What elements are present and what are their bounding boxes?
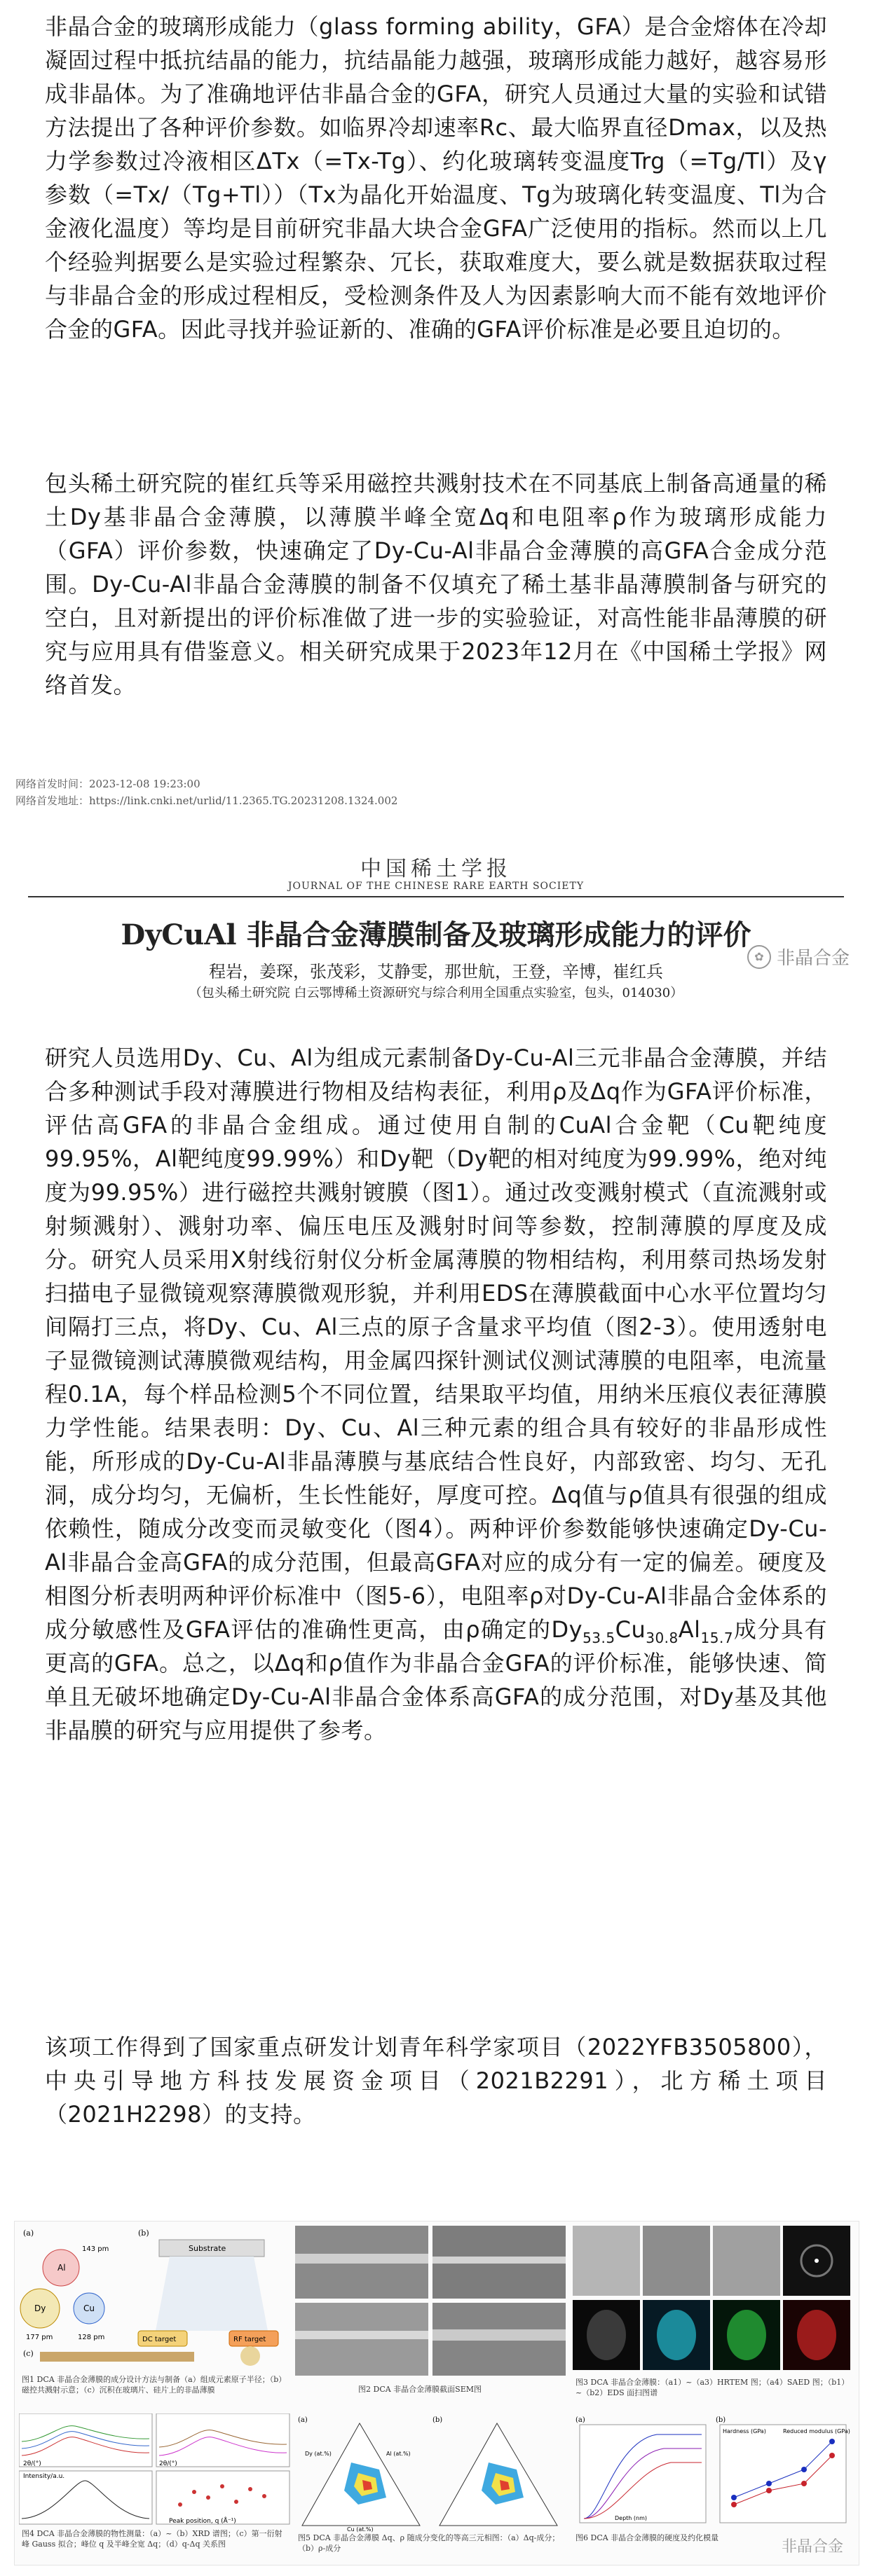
fig4-xlabel-a: 2θ/(°) <box>23 2460 41 2467</box>
fig1-panel-b-label: (b) <box>138 2229 149 2238</box>
formula-dy-sub: 53.5 <box>583 1630 615 1646</box>
fig6-panel-a-label: (a) <box>575 2416 585 2424</box>
fig6-ylabel-hardness: Hardness (GPa) <box>723 2428 766 2434</box>
figure-4-caption: 图4 DCA 非晶合金薄膜的物性测量：（a）~（b）XRD 谱图；（c）第一衍射峰 Gauss 拟合；峰位 q 及半峰全宽 Δq；（d）q-Δq 关系图 <box>22 2529 282 2549</box>
figure-2-caption: 图2 DCA 非晶合金薄膜截面SEM图 <box>358 2385 482 2394</box>
fig4-xlabel-d: Peak position, q (Å⁻¹) <box>169 2518 236 2525</box>
watermark <box>747 944 850 970</box>
atom-cu-label: Cu <box>83 2303 95 2313</box>
journal-name-cn: 中国稀土学报 <box>360 857 512 881</box>
online-first-stamp <box>15 776 506 809</box>
figure-5-ternary <box>295 2413 568 2533</box>
figure-6-plots <box>573 2413 854 2533</box>
fig4-xlabel-b: 2θ/(°) <box>159 2460 177 2467</box>
wafer-sample <box>240 2346 260 2366</box>
rf-target-label: RF target <box>233 2336 266 2343</box>
figure-2-sem-grid <box>295 2226 568 2380</box>
figure-6 <box>573 2413 854 2562</box>
stamp-time-label: 网络首发时间： <box>15 778 90 790</box>
figure-1-diagram <box>19 2226 291 2366</box>
figure-1-caption: 图1 DCA 非晶合金薄膜的成分设计方法与制备（a）组成元素原子半径；（b）磁控共溅射示意；（c）沉积在玻璃片、硅片上的非晶薄膜 <box>22 2375 287 2395</box>
atom-al-label: Al <box>57 2263 66 2273</box>
paper-header-image <box>0 837 872 1023</box>
formula-cu-sub: 30.8 <box>646 1630 679 1646</box>
funding-paragraph: 该项工作得到了国家重点研发计划青年科学家项目（2022YFB3505800），中央引导地方科技发展资金项目（2021B2291），北方稀土项目（2021H2298）的支持。 <box>45 2034 827 2128</box>
intro-paragraph: 非晶合金的玻璃形成能力（glass forming ability，GFA）是合金熔体在冷却凝固过程中抵抗结晶的能力，抗结晶能力越强，玻璃形成能力越好，越容易形成非晶体。为了准确地评估非晶合金的GFA，研究人员通过大量的实验和试错方法提出了各种评价参数。如临界冷却速率Rc、最大临界直径Dmax，以及热力学参数过冷液相区ΔTx（=Tx-Tg）、约化玻璃转变温度Trg（=Tg/Tl）及γ参数（=Tx/（Tg+Tl））（Tx为晶化开始温度、Tg为玻璃化转变温度、Tl为合金液化温度）等均是目前研究非晶大块合金GFA广泛使用的指标。然而以上几个经验判据要么是实验过程繁杂、冗长，获取难度大，要么就是数据获取过程与非晶合金的形成过程相反，受检测条件及人为因素影响大而不能有效地评价合金的GFA。因此寻找并验证新的、准确的GFA评价标准是必要且迫切的。 <box>45 13 827 343</box>
tern-cu-label: Cu (at.%) <box>347 2526 374 2533</box>
formula-al-sub: 15.7 <box>700 1630 734 1646</box>
fig5-panel-a-label: (a) <box>298 2416 308 2424</box>
figure-2 <box>295 2226 568 2409</box>
stamp-time-value: 2023-12-08 19:23:00 <box>89 778 200 790</box>
plasma-cone <box>156 2257 268 2331</box>
atom-al-radius: 143 pm <box>82 2245 109 2253</box>
fig6-panel-b-label: (b) <box>716 2416 726 2424</box>
journal-name-en: JOURNAL OF THE CHINESE RARE EARTH SOCIETY <box>287 881 585 892</box>
figure-4-plots <box>19 2413 291 2526</box>
formula-dy: Dy <box>551 1616 583 1643</box>
figure-1 <box>19 2226 291 2409</box>
figure-watermark: 非晶合金 <box>781 2538 843 2556</box>
atom-cu-radius: 128 pm <box>78 2334 105 2341</box>
figure-4 <box>19 2413 291 2562</box>
figure-6-caption: 图6 DCA 非晶合金薄膜的硬度及约化模量 <box>575 2533 719 2542</box>
formula-al: Al <box>678 1616 701 1643</box>
dc-target-label: DC target <box>142 2336 177 2343</box>
glass-sample <box>40 2352 194 2362</box>
tern-dy-label: Dy (at.%) <box>305 2451 332 2457</box>
paper-affiliation: （包头稀土研究院 白云鄂博稀土资源研究与综合利用全国重点实验室，包头，014030） <box>189 986 683 1000</box>
conclusion-text: 成分具有更高的GFA。总之，以Δq和ρ值作为非晶合金GFA的评价标准，能够快速、简单且无破坏地确定Dy-Cu-Al非晶合金体系高GFA的成分范围，对Dy基及其他非晶膜的研究与应用提供了参考。 <box>45 1616 827 1744</box>
fig1-panel-c-label: (c) <box>23 2349 34 2358</box>
methods-text: 研究人员选用Dy、Cu、Al为组成元素制备Dy-Cu-Al三元非晶合金薄膜，并结合多种测试手段对薄膜进行物相及结构表征，利用ρ及Δq作为GFA评价标准，评估高GFA的非晶合金组成。通过使用自制的CuAl合金靶（Cu靶纯度99.95%，Al靶纯度99.99%）和Dy靶（Dy靶的相对纯度为99.99%，绝对纯度为99.95%）进行磁控共溅射镀膜（图1）。通过改变溅射模式（直流溅射或射频溅射）、溅射功率、偏压电压及溅射时间等参数，控制薄膜的厚度及成分。研究人员采用X射线衍射仪分析金属薄膜的物相结构，利用蔡司热场发射扫描电子显微镜观察薄膜微观形貌，并利用EDS在薄膜截面中心水平位置均匀间隔打三点，将Dy、Cu、Al三点的原子含量求平均值（图2-3）。使用透射电子显微镜测试薄膜微观结构，用金属四探针测试仪测试薄膜的电阻率，电流量程0.1A，每个样品检测5个不同位置，结果取平均值，用纳米压痕仪表征薄膜力学性能。结果表明：Dy、Cu、Al三种元素的组合具有较好的非晶形成性能，所形成的Dy-Cu-Al非晶薄膜与基底结合性良好，内部致密、均匀、无孔洞，成分均匀，无偏析，生长性能好，厚度可控。Δq值与ρ值具有很强的组成依赖性，随成分改变而灵敏变化（图4）。两种评价参数能够快速确定Dy-Cu-Al非晶合金高GFA的成分范围，但最高GFA对应的成分有一定的偏差。硬度及相图分析表明两种评价标准中（图5-6），电阻率ρ对Dy-Cu-Al非晶合金体系的成分敏感性及GFA评估的准确性更高，由ρ确定的 <box>45 1045 827 1643</box>
substrate-label: Substrate <box>189 2244 226 2253</box>
stamp-address-label: 网络首发地址： <box>15 794 90 807</box>
journal-divider <box>28 896 844 897</box>
fig1-panel-a-label: (a) <box>23 2229 34 2238</box>
composite-figure <box>14 2221 859 2565</box>
research-summary-paragraph: 包头稀土研究院的崔红兵等采用磁控共溅射技术在不同基底上制备高通量的稀土Dy基非晶合金薄膜，以薄膜半峰全宽Δq和电阻率ρ作为玻璃形成能力（GFA）评价参数，快速确定了Dy-Cu-Al非晶合金薄膜的高GFA合金成分范围。Dy-Cu-Al非晶合金薄膜的制备不仅填充了稀土基非晶薄膜制备与研究的空白，且对新提出的评价标准做了进一步的实验验证，对高性能非晶薄膜的研究与应用具有借鉴意义。相关研究成果于2023年12月在《中国稀土学报》网络首发。 <box>45 470 827 698</box>
tern-al-label: Al (at.%) <box>386 2451 411 2457</box>
fig4-ylabel: Intensity/a.u. <box>23 2473 65 2480</box>
watermark-text: 非晶合金 <box>776 948 850 969</box>
paper-title: DyCuAl 非晶合金薄膜制备及玻璃形成能力的评价 <box>121 918 751 951</box>
fig6-ylabel-modulus: Reduced modulus (GPa) <box>783 2428 850 2434</box>
figure-5-caption: 图5 DCA 非晶合金薄膜 Δq、ρ 随成分变化的等高三元相图：（a）Δq-成分；（b）ρ-成分 <box>298 2533 560 2553</box>
fig5-panel-b-label: (b) <box>432 2416 443 2424</box>
atom-dy-radius: 177 pm <box>26 2334 53 2341</box>
atom-dy-label: Dy <box>34 2303 46 2313</box>
figure-3-tem-grid <box>573 2226 854 2374</box>
figure-5 <box>295 2413 568 2562</box>
paper-authors: 程岩，姜琛，张茂彩，艾静雯，那世航，王登，辛博，崔红兵 <box>209 962 663 982</box>
stamp-address-value: https://link.cnki.net/urlid/11.2365.TG.20231208.1324.002 <box>89 794 398 807</box>
fig6-xlabel: Depth (nm) <box>615 2515 648 2521</box>
wechat-logo-icon: ✿ <box>747 945 771 969</box>
figure-3 <box>573 2226 854 2409</box>
formula-cu: Cu <box>615 1616 646 1643</box>
methods-results-paragraph <box>45 1041 827 1747</box>
figure-3-caption: 图3 DCA 非晶合金薄膜：（a1）~（a3）HRTEM 图；（a4）SAED 图；（b1）~（b2）EDS 面扫图谱 <box>575 2378 850 2397</box>
